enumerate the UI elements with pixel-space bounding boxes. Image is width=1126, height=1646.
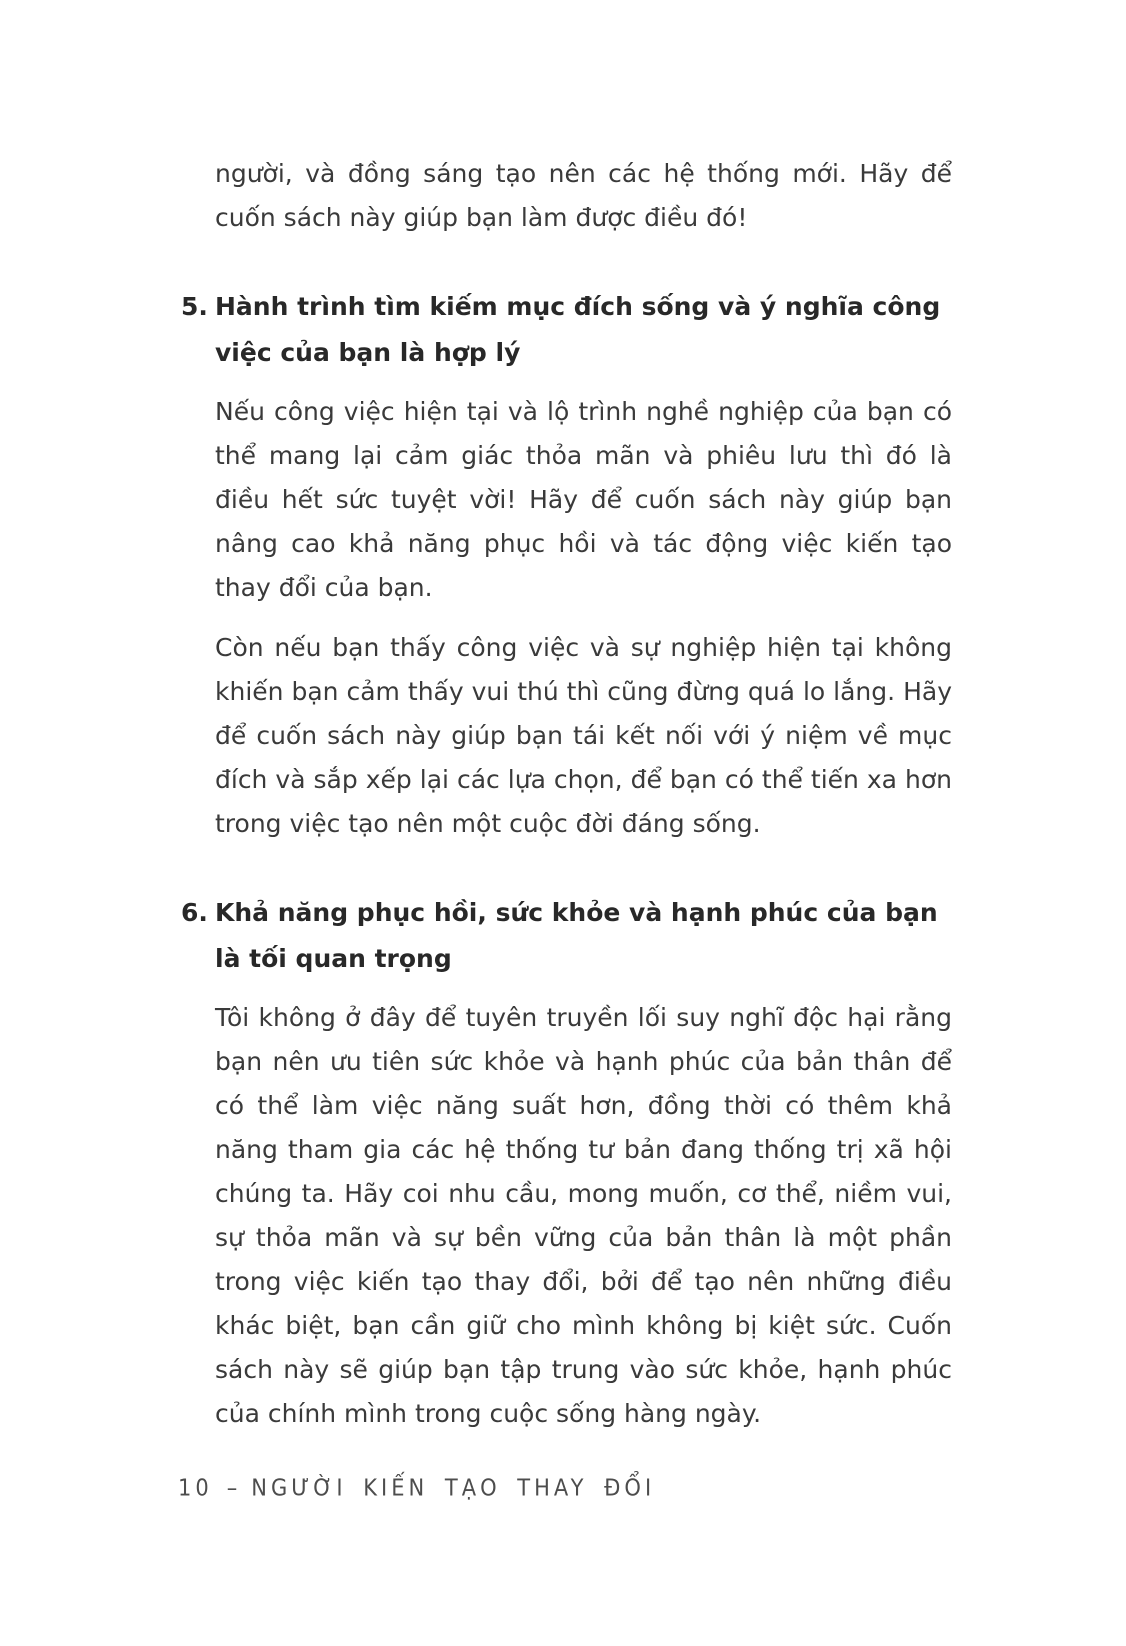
page-content	[181, 152, 952, 1436]
paragraph: Nếu công việc hiện tại và lộ trình nghề nghiệp của bạn có thể mang lại cảm giác thỏa mãn và phiêu lưu thì đó là điều hết sức tuyệt vời! Hãy để cuốn sách này giúp bạn nâng cao khả năng phục hồi và tác động việc kiến tạo thay đổi của bạn.	[215, 397, 952, 602]
footer-separator: –	[226, 1475, 238, 1501]
section-heading-6	[181, 890, 952, 982]
section-number: 6.	[181, 898, 208, 927]
footer-page-number: 10	[178, 1475, 213, 1501]
paragraph: Tôi không ở đây để tuyên truyền lối suy nghĩ độc hại rằng bạn nên ưu tiên sức khỏe và hạnh phúc của bản thân để có thể làm việc năng suất hơn, đồng thời có thêm khả năng tham gia các hệ thống tư bản đang thống trị xã hội chúng ta. Hãy coi nhu cầu, mong muốn, cơ thể, niềm vui, sự thỏa mãn và sự bền vững của bản thân là một phần trong việc kiến tạo thay đổi, bởi để tạo nên những điều khác biệt, bạn cần giữ cho mình không bị kiệt sức. Cuốn sách này sẽ giúp bạn tập trung vào sức khỏe, hạnh phúc của chính mình trong cuộc sống hàng ngày.	[215, 1003, 952, 1428]
section-title: Hành trình tìm kiếm mục đích sống và ý nghĩa công việc của bạn là hợp lý	[215, 292, 941, 367]
section-number: 5.	[181, 292, 208, 321]
section-heading-5	[181, 284, 952, 376]
footer-book-title: NGƯỜI KIẾN TẠO THAY ĐỔI	[251, 1475, 656, 1501]
paragraph: Còn nếu bạn thấy công việc và sự nghiệp hiện tại không khiến bạn cảm thấy vui thú thì cũng đừng quá lo lắng. Hãy để cuốn sách này giúp bạn tái kết nối với ý niệm về mục đích và sắp xếp lại các lựa chọn, để bạn có thể tiến xa hơn trong việc tạo nên một cuộc đời đáng sống.	[215, 633, 952, 838]
section-title: Khả năng phục hồi, sức khỏe và hạnh phúc của bạn là tối quan trọng	[215, 898, 938, 973]
page-footer	[178, 1474, 655, 1502]
intro-paragraph: người, và đồng sáng tạo nên các hệ thống mới. Hãy để cuốn sách này giúp bạn làm được điều đó!	[215, 159, 952, 232]
